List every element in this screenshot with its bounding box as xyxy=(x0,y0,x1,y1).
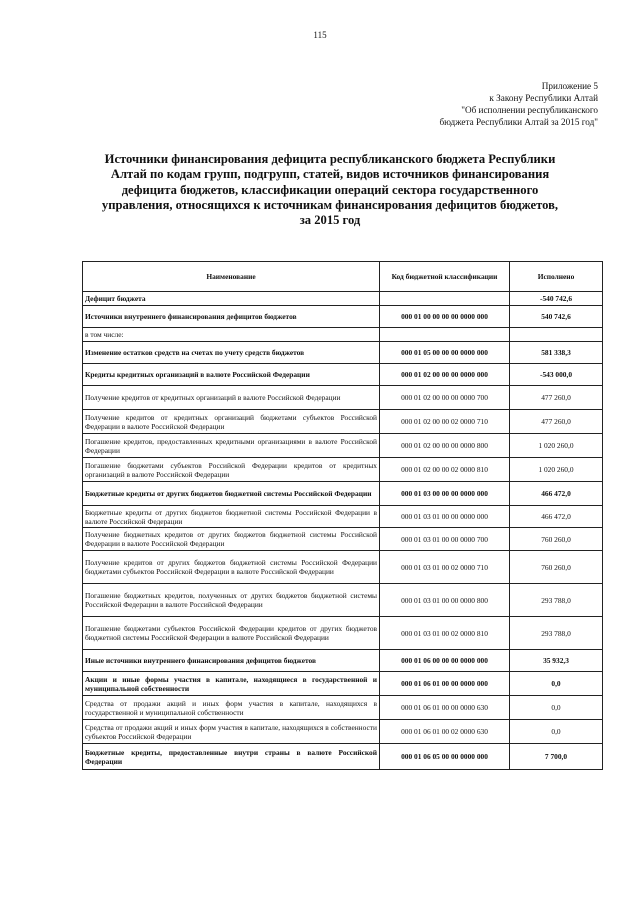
row-value: 35 932,3 xyxy=(510,650,603,672)
table-row xyxy=(83,342,603,364)
row-code: 000 01 02 00 00 00 0000 800 xyxy=(380,434,510,458)
title-line: управления, относящихся к источникам финансирования дефицитов бюджетов, xyxy=(101,197,559,212)
row-name: Акции и иные формы участия в капитале, находящиеся в государственной и муниципальной собственности xyxy=(83,672,380,696)
row-code: 000 01 00 00 00 00 0000 000 xyxy=(380,306,510,328)
table-row xyxy=(83,292,603,306)
title-line: за 2015 год xyxy=(299,213,361,228)
row-name: Дефицит бюджета xyxy=(83,292,380,306)
row-value: 760 260,0 xyxy=(510,551,603,584)
row-value: 293 788,0 xyxy=(510,584,603,617)
row-value: -540 742,6 xyxy=(510,292,603,306)
table-row xyxy=(83,434,603,458)
row-name: Изменение остатков средств на счетах по учету средств бюджетов xyxy=(83,342,380,364)
row-code: 000 01 06 05 00 00 0000 000 xyxy=(380,744,510,770)
row-name: Кредиты кредитных организаций в валюте Российской Федерации xyxy=(83,364,380,386)
row-name: Бюджетные кредиты от других бюджетов бюджетной системы Российской Федерации в валюте Российской Федерации xyxy=(83,506,380,528)
row-value: 540 742,6 xyxy=(510,306,603,328)
appendix-line: "Об исполнении республиканского xyxy=(461,105,598,115)
row-value: 1 020 260,0 xyxy=(510,458,603,482)
table-row xyxy=(83,410,603,434)
row-code: 000 01 06 01 00 02 0000 630 xyxy=(380,720,510,744)
row-code: 000 01 02 00 00 00 0000 700 xyxy=(380,386,510,410)
row-name: Иные источники внутреннего финансирования дефицитов бюджетов xyxy=(83,650,380,672)
row-code: 000 01 06 01 00 00 0000 000 xyxy=(380,672,510,696)
row-value: 1 020 260,0 xyxy=(510,434,603,458)
table-row xyxy=(83,306,603,328)
row-code: 000 01 02 00 00 02 0000 710 xyxy=(380,410,510,434)
row-name: Получение кредитов от других бюджетов бюджетной системы Российской Федерации бюджетами субъектов Российской Федерации в валюте Российской Федерации xyxy=(83,551,380,584)
table-body xyxy=(83,292,603,770)
row-value: 466 472,0 xyxy=(510,482,603,506)
header-name: Наименование xyxy=(83,262,380,292)
document-title xyxy=(60,152,600,228)
row-name: Погашение бюджетами субъектов Российской Федерации кредитов от других бюджетов бюджетной системы Российской Федерации в валюте Российской Федерации xyxy=(83,617,380,650)
table-row xyxy=(83,696,603,720)
table-row xyxy=(83,672,603,696)
row-name: Погашение бюджетами субъектов Российской Федерации кредитов от кредитных организаций в валюте Российской Федерации xyxy=(83,458,380,482)
financing-sources-table xyxy=(82,261,603,770)
table-row xyxy=(83,364,603,386)
table-row xyxy=(83,458,603,482)
row-code: 000 01 03 01 00 00 0000 700 xyxy=(380,528,510,551)
title-line: Алтай по кодам групп, подгрупп, статей, видов источников финансирования xyxy=(110,167,550,182)
table-row xyxy=(83,720,603,744)
table-row xyxy=(83,482,603,506)
row-value: 466 472,0 xyxy=(510,506,603,528)
row-value xyxy=(510,328,603,342)
row-code: 000 01 03 00 00 00 0000 000 xyxy=(380,482,510,506)
row-code: 000 01 02 00 00 00 0000 000 xyxy=(380,364,510,386)
row-value: 477 260,0 xyxy=(510,386,603,410)
row-name: Бюджетные кредиты, предоставленные внутри страны в валюте Российской Федерации xyxy=(83,744,380,770)
appendix-line: бюджета Республики Алтай за 2015 год" xyxy=(439,117,598,127)
row-value: 7 700,0 xyxy=(510,744,603,770)
row-value: -543 000,0 xyxy=(510,364,603,386)
table-header-row xyxy=(83,262,603,292)
table-row xyxy=(83,386,603,410)
row-value: 0,0 xyxy=(510,720,603,744)
row-value: 477 260,0 xyxy=(510,410,603,434)
appendix-reference xyxy=(439,80,598,128)
table-row xyxy=(83,528,603,551)
row-code xyxy=(380,292,510,306)
page-number: 115 xyxy=(313,30,327,40)
row-code: 000 01 06 00 00 00 0000 000 xyxy=(380,650,510,672)
table-row xyxy=(83,506,603,528)
row-code: 000 01 03 01 00 00 0000 000 xyxy=(380,506,510,528)
appendix-line: Приложение 5 xyxy=(541,81,598,91)
appendix-line: к Закону Республики Алтай xyxy=(489,93,598,103)
row-value: 0,0 xyxy=(510,672,603,696)
row-code xyxy=(380,328,510,342)
table-row xyxy=(83,551,603,584)
row-value: 581 338,3 xyxy=(510,342,603,364)
row-name: в том числе: xyxy=(83,328,380,342)
row-name: Погашение кредитов, предоставленных кредитными организациями в валюте Российской Федерации xyxy=(83,434,380,458)
title-line: Источники финансирования дефицита республиканского бюджета Республики xyxy=(104,152,556,166)
header-value: Исполнено xyxy=(510,262,603,292)
title-line: дефицита бюджетов, классификации операций сектора государственного xyxy=(121,182,539,197)
row-code: 000 01 06 01 00 00 0000 630 xyxy=(380,696,510,720)
row-code: 000 01 03 01 00 00 0000 800 xyxy=(380,584,510,617)
header-code: Код бюджетной классификации xyxy=(380,262,510,292)
row-name: Погашение бюджетных кредитов, полученных от других бюджетов бюджетной системы Российской Федерации в валюте Российской Федерации xyxy=(83,584,380,617)
row-name: Получение кредитов от кредитных организаций бюджетами субъектов Российской Федерации в валюте Российской Федерации xyxy=(83,410,380,434)
row-code: 000 01 03 01 00 02 0000 810 xyxy=(380,617,510,650)
row-value: 760 260,0 xyxy=(510,528,603,551)
row-name: Средства от продажи акций и иных форм участия в капитале, находящихся в собственности субъектов Российской Федерации xyxy=(83,720,380,744)
table-row xyxy=(83,584,603,617)
row-name: Получение бюджетных кредитов от других бюджетов бюджетной системы Российской Федерации в валюте Российской Федерации xyxy=(83,528,380,551)
row-name: Средства от продажи акций и иных форм участия в капитале, находящихся в государственной и муниципальной собственности xyxy=(83,696,380,720)
row-code: 000 01 05 00 00 00 0000 000 xyxy=(380,342,510,364)
row-code: 000 01 03 01 00 02 0000 710 xyxy=(380,551,510,584)
row-value: 293 788,0 xyxy=(510,617,603,650)
row-name: Бюджетные кредиты от других бюджетов бюджетной системы Российской Федерации xyxy=(83,482,380,506)
row-value: 0,0 xyxy=(510,696,603,720)
table-row xyxy=(83,328,603,342)
row-code: 000 01 02 00 00 02 0000 810 xyxy=(380,458,510,482)
row-name: Источники внутреннего финансирования дефицитов бюджетов xyxy=(83,306,380,328)
table-row xyxy=(83,650,603,672)
table-row xyxy=(83,617,603,650)
table-row xyxy=(83,744,603,770)
row-name: Получение кредитов от кредитных организаций в валюте Российской Федерации xyxy=(83,386,380,410)
